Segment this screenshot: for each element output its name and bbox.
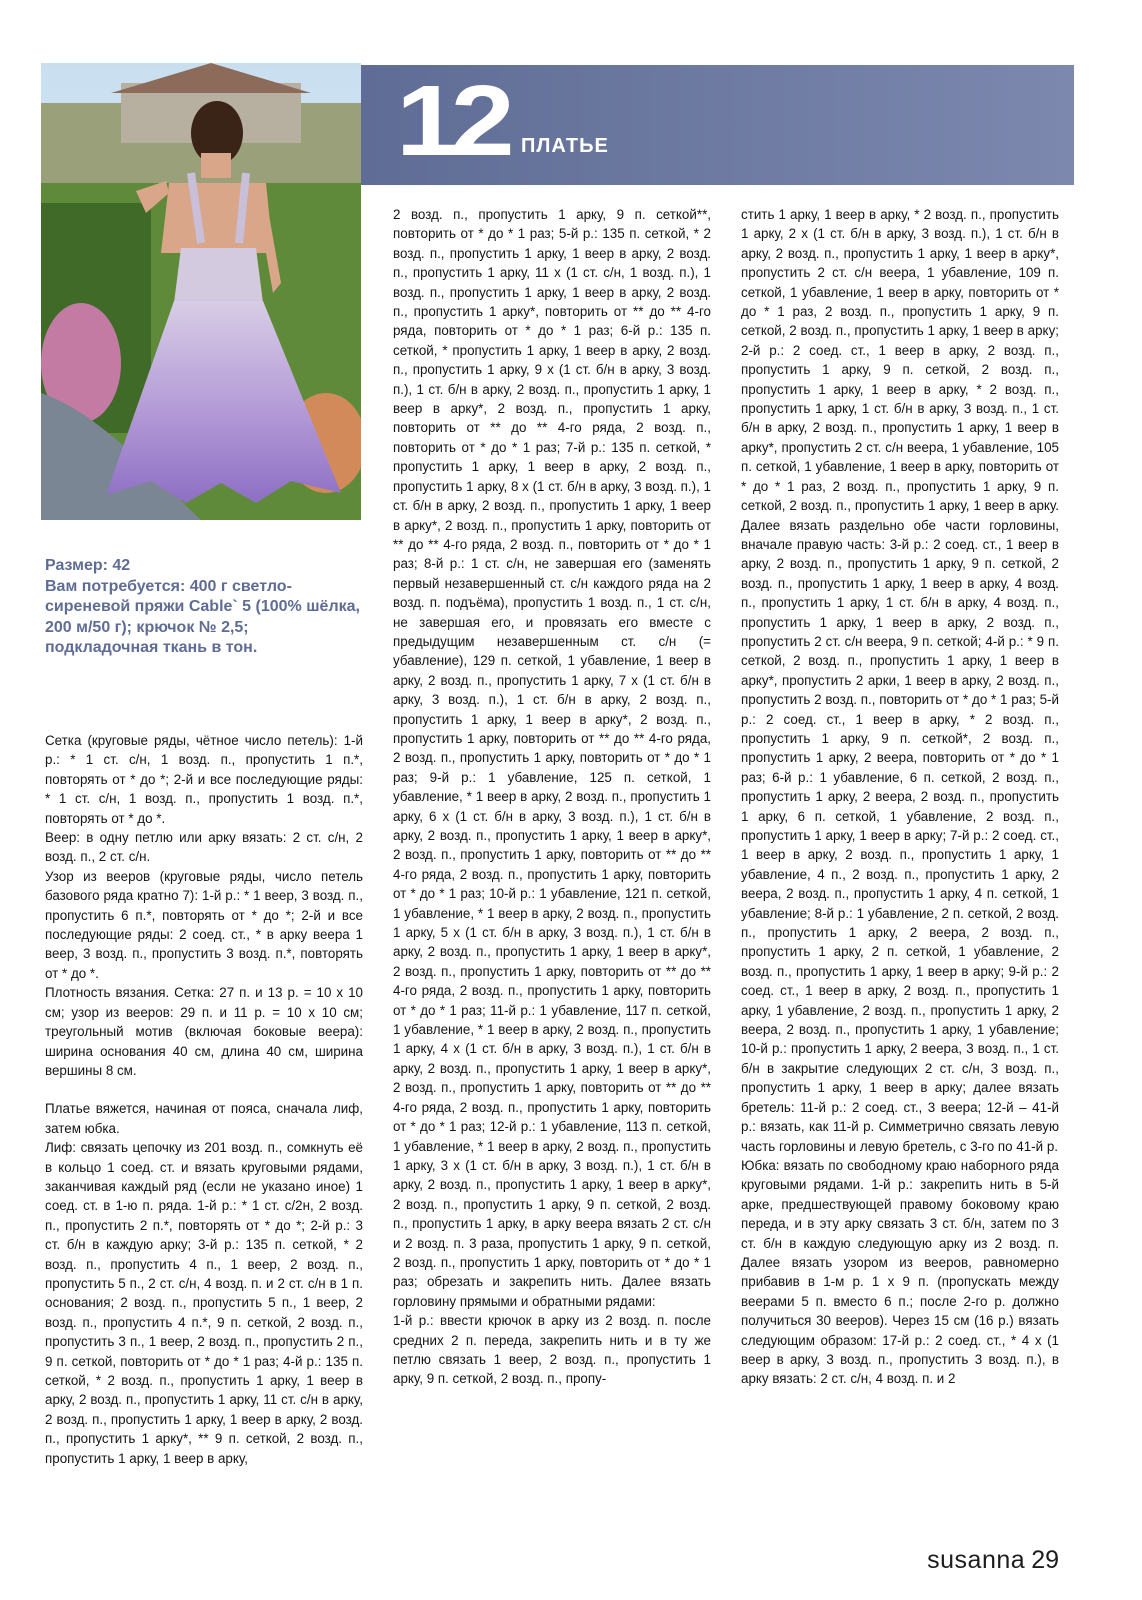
fan-definition-paragraph: Веер: в одну петлю или арку вязать: 2 ст. с/н, 2 возд. п., 2 ст. с/н. [45, 830, 363, 865]
bodice-rows-paragraph: 2 возд. п., пропустить 1 арку, 9 п. сеткой**, повторить от * до * 1 раз; 5-й р.: 135 п. сеткой, * 2 возд. п., пропустить 1 арку, 1 веер в арку, 2 возд. п., пропустить 1 арку, 11 х (1 ст. с/н, 1 возд. п.), 1 возд. п., пропустить 1 арку, 1 веер в арку, 2 возд. п., пропустить 1 арку*, повторить от ** до ** 4-го ряда, повторить от * до * 1 раз; 6-й р.: 135 п. сеткой, * пропустить 1 арку, 1 веер в арку, 2 возд. п., пропустить 1 арку, 9 х (1 ст. б/н в арку, 3 возд. п.), 1 ст. б/н в арку, 2 возд. п., пропустить 1 арку, 1 веер в арку*, 2 возд. п., пропустить 1 арку, повторить от ** до ** 4-го ряда, 2 возд. п., повторить от * до * 1 раз; 7-й р.: 135 п. сеткой, * пропустить 1 арку, 1 веер в арку, 2 возд. п., пропустить 1 арку, 8 х (1 ст. б/н в арку, 3 возд. п.), 1 ст. б/н в арку, 2 возд. п., пропустить 1 арку, 1 веер в арку*, 2 возд. п., пропустить 1 арку, повторить от ** до ** 4-го ряда, 2 возд. п., повторить от * до * 1 раз; 8-й р.: 1 ст. с/н, не завершая его (заменять первый незавершенный ст. с/н каждого ряда на 2 возд. п. подъёма), пропустить 1 возд. п., 1 ст. с/н, не завершая его, и провязать его вместе с предыдущим незавершенным ст. с/н (= убавление), 129 п. сеткой, 1 убавление, 1 веер в арку, 2 возд. п., пропустить 1 арку, 7 х (1 ст. б/н в арку, 3 возд. п.), 1 ст. б/н в арку, 2 возд. п., пропустить 1 арку, 1 веер в арку*, 2 возд. п., пропустить 1 арку, повторить от ** до ** 4-го ряда, 2 возд. п., пропустить 1 арку, повторить от * до * 1 раз; 9-й р.: 1 убавление, 125 п. сеткой, 1 убавление, * 1 веер в арку, 2 возд. п., пропустить 1 арку, 6 х (1 ст. б/н в арку, 3 возд. п.), 1 ст. б/н в арку, 2 возд. п., пропустить 1 арку, 1 веер в арку*, 2 возд. п., пропустить 1 арку, повторить от ** до ** 4-го ряда, 2 возд. п., пропустить 1 арку, повторить от * до * 1 раз; 10-й р.: 1 убавление, 121 п. сеткой, 1 убавление, * 1 веер в арку, 2 возд. п., пропустить 1 арку, 5 х (1 ст. б/н в арку, 3 возд. п.), 1 ст. б/н в арку, 2 возд. п., пропустить 1 арку, 1 веер в арку*, 2 возд. п., пропустить 1 арку, повторить от ** до ** 4-го ряда, 2 возд. п., пропустить 1 арку, повторить от * до * 1 раз; 11-й р.: 1 убавление, 117 п. сеткой, 1 убавление, * 1 веер в арку, 2 возд. п., пропустить 1 арку, 4 х (1 ст. б/н в арку, 3 возд. п.), 1 ст. б/н в арку, 2 возд. п., пропустить 1 арку, 1 веер в арку*, 2 возд. п., пропустить 1 арку, повторить от ** до ** 4-го ряда, 2 возд. п., пропустить 1 арку, повторить от * до * 1 раз; 12-й р.: 1 убавление, 113 п. сеткой, 1 убавление, * 1 веер в арку, 2 возд. п., пропустить 1 арку, 3 х (1 ст. б/н в арку, 3 возд. п.), 1 ст. б/н в арку, 2 возд. п., пропустить 1 арку, 1 веер в арку*, 2 возд. п., пропустить 1 арку, 9 п. сеткой, 2 возд. п., пропустить 1 арку, в арку веера вязать 2 ст. с/н и 2 возд. п. 3 раза, пропустить 1 арку, 9 п. сеткой, 2 возд. п., пропустить 1 арку, повторить от * до * 1 раз; обрезать и закрепить нить. Далее вязать горловину прямыми и обратными рядами: [393, 207, 711, 1309]
size-line: Размер: 42 [45, 557, 131, 574]
magazine-name: susanna [927, 1546, 1026, 1574]
page-number: 29 [1031, 1546, 1059, 1574]
text-column-1 [45, 731, 363, 1468]
article-number: 12 [396, 65, 506, 177]
bodice-paragraph: Лиф: связать цепочку из 201 возд. п., сомкнуть её в кольцо 1 соед. ст. и вязать круговыми рядами, заканчивая каждый ряд (если не указано иное) 1 соед. ст. в 1-ю п. ряда. 1-й р.: * 1 ст. с/2н, 2 возд. п., пропустить 2 п.*, повторять от * до *; 2-й р.: 3 ст. б/н в каждую арку; 3-й р.: 135 п. сеткой, * 2 возд. п., пропустить 4 п., 1 веер, 2 возд. п., пропустить 5 п., 2 ст. с/н, 4 возд. п. и 2 ст. с/н в 1 п. основания; 2 возд. п., пропустить 5 п., 1 веер, 2 возд. п., пропустить 4 п.*, 9 п. сеткой, 2 возд. п., пропустить 3 п., 1 веер, 2 возд. п., пропустить 2 п., 9 п. сеткой, повторить от * до * 1 раз; 4-й р.: 135 п. сеткой, * 2 возд. п., пропустить 1 арку, 1 веер в арку, 2 возд. п., пропустить 1 арку, 11 ст. с/н в арку, 2 возд. п., пропустить 1 арку, 1 веер в арку, 2 возд. п., пропустить 1 арку*, ** 9 п. сеткой, 2 возд. п., пропустить 1 арку, 1 веер в арку, [45, 1140, 363, 1466]
materials-line: Вам потребуется: 400 г светло-сиреневой пряжи Cable` 5 (100% шёлка, 200 м/50 г); крючок № 2,5; подкладочная ткань в тон. [45, 577, 360, 656]
requirements-block [45, 556, 363, 659]
article-header [361, 65, 1074, 185]
fan-pattern-paragraph: Узор из вееров (круговые ряды, число петель базового ряда кратно 7): 1-й р.: * 1 веер, 3 возд. п., пропустить 6 п.*, повторять от * до *; 2-й и все последующие ряды: 2 соед. ст., * в арку веера 1 веер, 3 возд. п., пропустить 3 возд. п.*, повторять от * до *. [45, 868, 363, 981]
text-column-2 [393, 205, 711, 1389]
article-title: ПЛАТЬЕ [521, 135, 609, 157]
intro-paragraph: Платье вяжется, начиная от пояса, сначала лиф, затем юбка. [45, 1101, 363, 1136]
neckline-row1-paragraph: 1-й р.: ввести крючок в арку из 2 возд. п. после средних 2 п. переда, закрепить нить и в ту же петлю связать 1 веер, 2 возд. п., пропустить 1 арку, 9 п. сеткой, 2 возд. п., пропу- [393, 1313, 711, 1387]
page-footer [927, 1546, 1059, 1575]
gauge-paragraph: Плотность вязания. Сетка: 27 п. и 13 р. = 10 х 10 см; узор из вееров: 29 п. и 11 р. = 10 х 10 см; треугольный мотив (включая боковые веера): ширина основания 40 см, длина 40 см, ширина вершины 8 см. [45, 985, 363, 1078]
mesh-pattern-paragraph: Сетка (круговые ряды, чётное число петель): 1-й р.: * 1 ст. с/н, 1 возд. п., пропустить 1 п.*, повторять от * до *; 2-й и все последующие ряды: * 1 ст. с/н, 1 возд. п., пропустить 1 возд. п.*, повторять от * до *. [45, 733, 363, 826]
dress-photo [41, 63, 361, 520]
skirt-paragraph: Юбка: вязать по свободному краю наборного ряда круговыми рядами. 1-й р.: закрепить нить в 5-й арке, предшествующей правому боковому краю переда, и в эту арку связать 3 ст. б/н, затем по 3 ст. б/н в каждую следующую арку из 2 возд. п. Далее вязать узором из вееров, равномерно прибавив в 1-м р. 1 х 9 п. (пропускать между веерами 5 п. вместо 6 п.; после 2-го р. должно получиться 30 вееров). Через 15 см (16 р.) вязать следующим образом: 17-й р.: 2 соед. ст., * 4 х (1 веер в арку, 3 возд. п., пропустить 3 возд. п.), в арку вязать: 2 ст. с/н, 4 возд. п. и 2 [741, 1157, 1059, 1387]
neckline-paragraph: стить 1 арку, 1 веер в арку, * 2 возд. п., пропустить 1 арку, 2 х (1 ст. б/н в арку, 3 возд. п.), 1 ст. б/н в арку, 2 возд. п., пропустить 1 арку, 1 веер в арку*, пропустить 2 ст. с/н веера, 1 убавление, 109 п. сеткой, 1 убавление, 1 веер в арку, повторить от * до * 1 раз, 2 возд. п., пропустить 1 арку, 9 п. сеткой, 2 возд. п., пропустить 1 арку, 1 веер в арку; 2-й р.: 2 соед. ст., 1 веер в арку, 2 возд. п., пропустить 1 арку, 9 п. сеткой, 2 возд. п., пропустить 1 арку, 1 веер в арку, * 2 возд. п., пропустить 1 арку, 1 ст. б/н в арку, 3 возд. п., 1 ст. б/н в арку, 2 возд. п., пропустить 1 арку, 1 веер в арку*, пропустить 2 ст. с/н веера, 1 убавление, 105 п. сеткой, 1 убавление, 1 веер в арку, повторить от * до * 1 раз, 2 возд. п., пропустить 1 арку, 9 п. сеткой, 2 возд. п., пропустить 1 арку, 1 веер в арку. Далее вязать раздельно обе части горловины, вначале правую часть: 3-й р.: 2 соед. ст., 1 веер в арку, 2 возд. п., пропустить 1 арку, 9 п. сеткой, 2 возд. п., пропустить 1 арку, 1 веер в арку, 4 возд. п., пропустить 1 арку, 1 ст. б/н в арку, 4 возд. п., пропустить 1 арку, 1 веер в арку, 2 возд. п., пропустить 2 ст. с/н веера, 9 п. сеткой; 4-й р.: * 9 п. сеткой, 2 возд. п., пропустить 1 арку, 1 веер в арку*, пропустить 2 арки, 1 веер в арку, 2 возд. п., пропустить 2 возд. п., повторить от * до * 1 раз; 5-й р.: 2 соед. ст., 1 веер в арку, * 2 возд. п., пропустить 1 арку, 9 п. сеткой*, 2 возд. п., пропустить 1 арку, 2 веера, повторить от * до * 1 раз; 6-й р.: 1 убавление, 6 п. сеткой, 2 возд. п., пропустить 1 арку, 2 веера, 2 возд. п., пропустить 1 арку, 6 п. сеткой, 1 убавление, 2 возд. п., пропустить 1 арку, 1 веер в арку; 7-й р.: 2 соед. ст., 1 веер в арку, 2 возд. п., пропустить 1 арку, 1 убавление, 4 п., 2 возд. п., пропустить 1 арку, 2 веера, 2 возд. п., пропустить 1 арку, 4 п. сеткой, 1 убавление; 8-й р.: 1 убавление, 2 п. сеткой, 2 возд. п., пропустить 1 арку, 2 веера, 2 возд. п., пропустить 1 арку, 2 п. сеткой, 1 убавление, 2 возд. п., пропустить 1 арку, 1 веер в арку; 9-й р.: 2 соед. ст., 1 веер в арку, 2 возд. п., пропустить 1 арку, 1 убавление, 2 возд. п., пропустить 1 арку, 2 веера, 2 возд. п., пропустить 1 арку, 1 убавление; 10-й р.: пропустить 1 арку, 2 веера, 3 возд. п., 1 ст. б/н в закрытие следующих 2 ст. с/н, 3 возд. п., пропустить 1 арку, 1 веер в арку; далее вязать бретель: 11-й р.: 2 соед. ст., 3 веера; 12-й – 41-й р.: вязать, как 11-й р. Симметрично связать левую часть горловины и левую бретель, с 3-го по 41-й р. [741, 207, 1059, 1154]
text-column-3 [741, 205, 1059, 1389]
